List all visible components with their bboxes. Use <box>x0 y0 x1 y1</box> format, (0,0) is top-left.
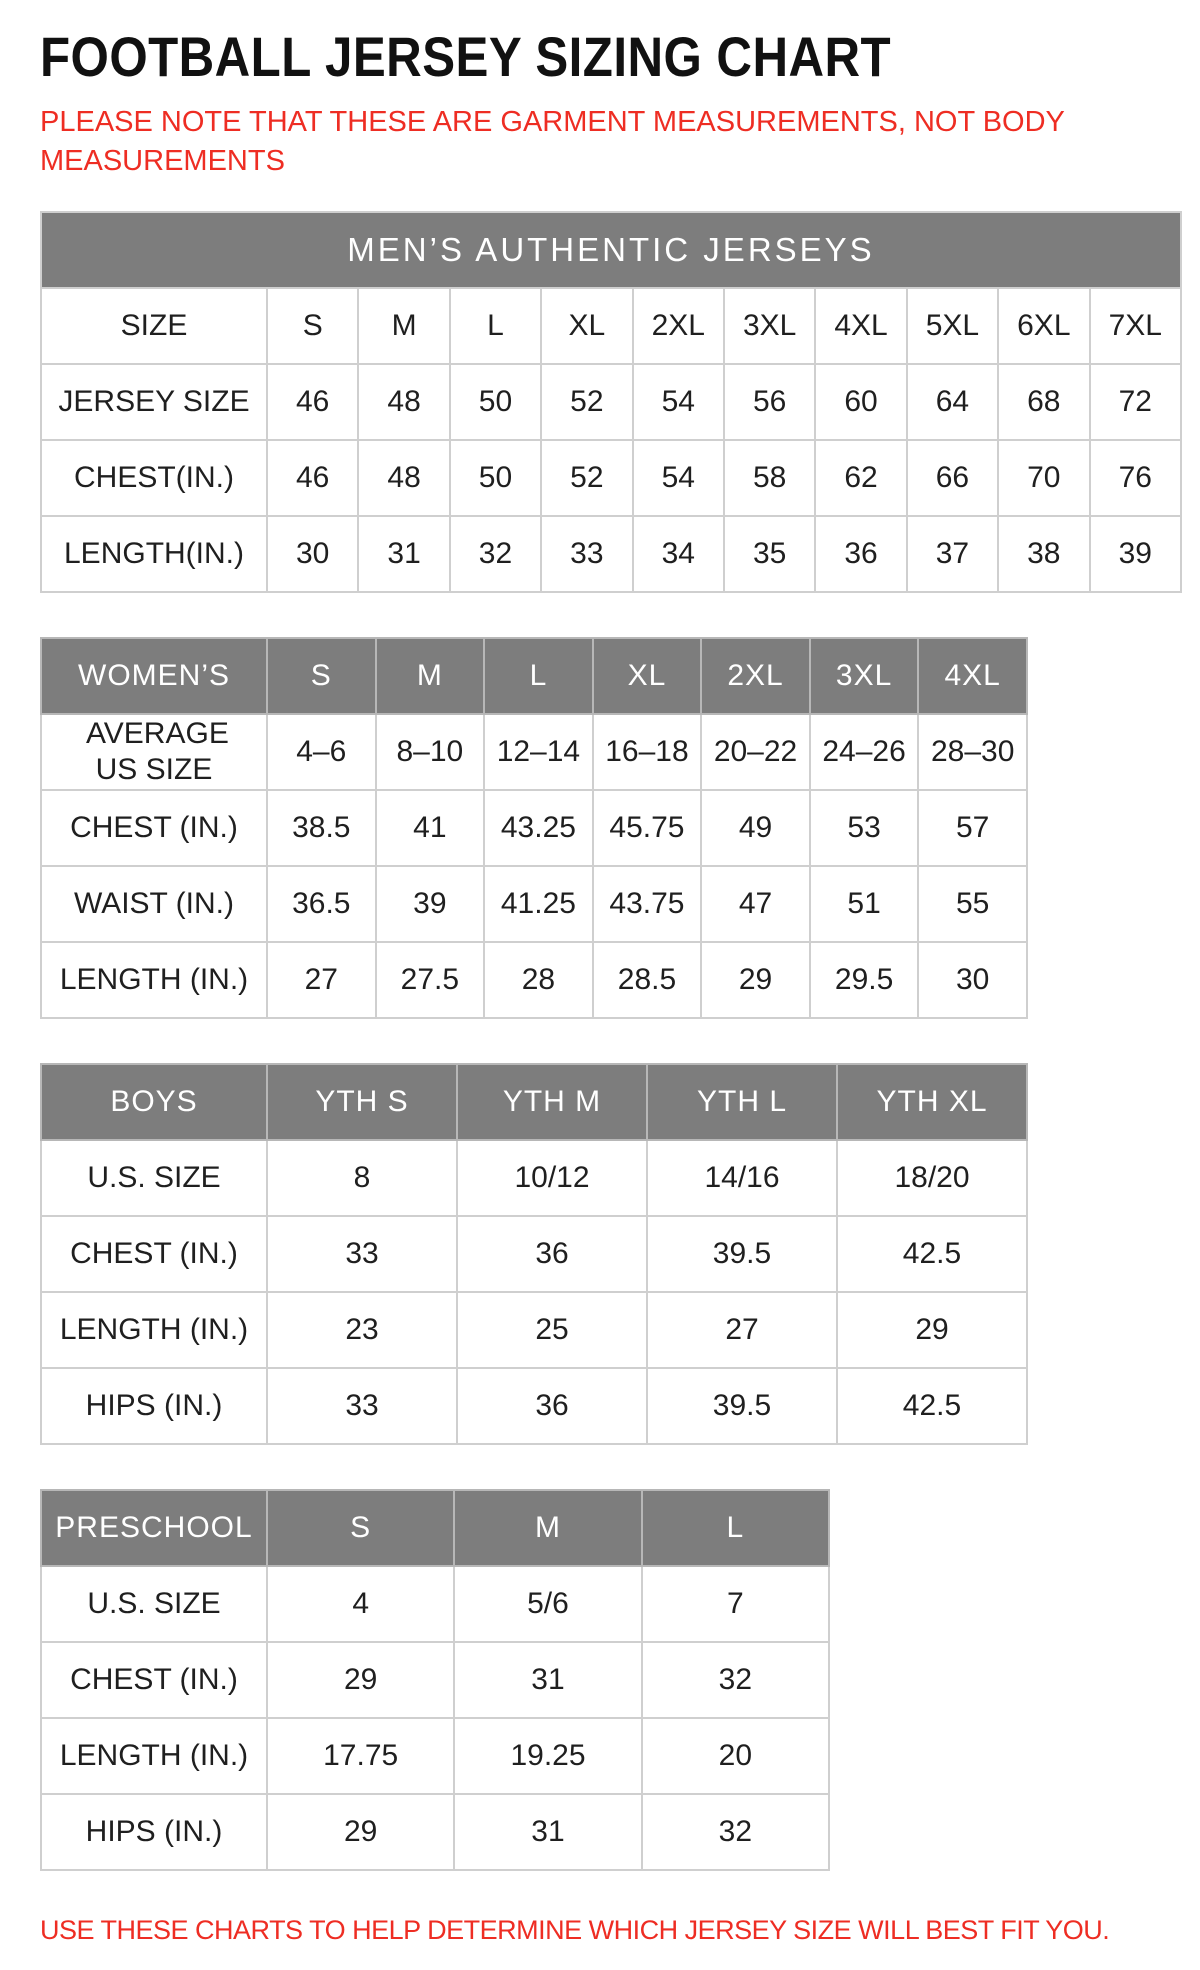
row-label-cell: LENGTH (IN.) <box>41 942 267 1018</box>
value-cell: 48 <box>358 364 449 440</box>
value-cell: 31 <box>454 1642 641 1718</box>
boys-sizing-table <box>40 1063 1160 1445</box>
size-table <box>40 1063 1028 1445</box>
header-size-cell: L <box>642 1490 829 1566</box>
table-banner-row <box>41 212 1181 288</box>
value-cell: 28 <box>484 942 593 1018</box>
header-size-cell: 4XL <box>918 638 1027 714</box>
value-cell: 27 <box>647 1292 837 1368</box>
value-cell: 29 <box>701 942 810 1018</box>
value-cell: 31 <box>454 1794 641 1870</box>
value-cell: 31 <box>358 516 449 592</box>
header-size-cell: YTH XL <box>837 1064 1027 1140</box>
value-cell: 23 <box>267 1292 457 1368</box>
table-row <box>41 440 1181 516</box>
header-size-cell: S <box>267 638 376 714</box>
row-label-cell: LENGTH(IN.) <box>41 516 267 592</box>
value-cell: 56 <box>724 364 815 440</box>
table-row <box>41 1566 829 1642</box>
value-cell: 41 <box>376 790 485 866</box>
mens-authentic-jerseys-table <box>40 211 1160 593</box>
header-size-cell: 2XL <box>701 638 810 714</box>
value-cell: 38 <box>998 516 1089 592</box>
header-size-cell: 7XL <box>1090 288 1181 364</box>
value-cell: 36 <box>815 516 906 592</box>
value-cell: 34 <box>633 516 724 592</box>
value-cell: 32 <box>642 1794 829 1870</box>
value-cell: 25 <box>457 1292 647 1368</box>
table-row <box>41 1368 1027 1444</box>
value-cell: 50 <box>450 440 541 516</box>
size-table <box>40 637 1028 1019</box>
value-cell: 37 <box>907 516 998 592</box>
value-cell: 18/20 <box>837 1140 1027 1216</box>
value-cell: 47 <box>701 866 810 942</box>
value-cell: 38.5 <box>267 790 376 866</box>
header-size-cell: 4XL <box>815 288 906 364</box>
womens-sizing-table <box>40 637 1160 1019</box>
header-size-cell: L <box>450 288 541 364</box>
table-banner: MEN’S AUTHENTIC JERSEYS <box>41 212 1181 288</box>
size-table <box>40 211 1182 593</box>
value-cell: 42.5 <box>837 1368 1027 1444</box>
value-cell: 10/12 <box>457 1140 647 1216</box>
row-label-cell: CHEST (IN.) <box>41 1216 267 1292</box>
value-cell: 32 <box>450 516 541 592</box>
value-cell: 55 <box>918 866 1027 942</box>
value-cell: 46 <box>267 440 358 516</box>
value-cell: 4–6 <box>267 714 376 790</box>
value-cell: 54 <box>633 364 724 440</box>
table-row <box>41 866 1027 942</box>
value-cell: 24–26 <box>810 714 919 790</box>
header-label-cell: WOMEN’S <box>41 638 267 714</box>
header-label-cell: BOYS <box>41 1064 267 1140</box>
value-cell: 52 <box>541 440 632 516</box>
table-row <box>41 942 1027 1018</box>
header-size-cell: 5XL <box>907 288 998 364</box>
header-size-cell: 2XL <box>633 288 724 364</box>
row-label-cell: HIPS (IN.) <box>41 1794 267 1870</box>
value-cell: 52 <box>541 364 632 440</box>
header-size-cell: L <box>484 638 593 714</box>
header-size-cell: YTH M <box>457 1064 647 1140</box>
value-cell: 43.75 <box>593 866 702 942</box>
value-cell: 19.25 <box>454 1718 641 1794</box>
row-label-cell: CHEST (IN.) <box>41 1642 267 1718</box>
header-size-cell: XL <box>541 288 632 364</box>
row-label-cell: AVERAGE US SIZE <box>41 714 267 790</box>
table-row <box>41 516 1181 592</box>
value-cell: 53 <box>810 790 919 866</box>
row-label-cell: WAIST (IN.) <box>41 866 267 942</box>
value-cell: 45.75 <box>593 790 702 866</box>
table-header-row <box>41 638 1027 714</box>
value-cell: 20–22 <box>701 714 810 790</box>
value-cell: 35 <box>724 516 815 592</box>
table-row <box>41 790 1027 866</box>
value-cell: 36.5 <box>267 866 376 942</box>
value-cell: 28–30 <box>918 714 1027 790</box>
row-label-cell: HIPS (IN.) <box>41 1368 267 1444</box>
value-cell: 29.5 <box>810 942 919 1018</box>
value-cell: 30 <box>267 516 358 592</box>
header-size-cell: XL <box>593 638 702 714</box>
value-cell: 17.75 <box>267 1718 454 1794</box>
value-cell: 20 <box>642 1718 829 1794</box>
row-label-cell: U.S. SIZE <box>41 1566 267 1642</box>
value-cell: 49 <box>701 790 810 866</box>
value-cell: 39 <box>376 866 485 942</box>
header-size-cell: 6XL <box>998 288 1089 364</box>
table-row <box>41 1292 1027 1368</box>
value-cell: 42.5 <box>837 1216 1027 1292</box>
table-row <box>41 1718 829 1794</box>
table-header-row <box>41 288 1181 364</box>
row-label-cell: LENGTH (IN.) <box>41 1292 267 1368</box>
value-cell: 39.5 <box>647 1216 837 1292</box>
table-row <box>41 1140 1027 1216</box>
value-cell: 8 <box>267 1140 457 1216</box>
value-cell: 14/16 <box>647 1140 837 1216</box>
value-cell: 46 <box>267 364 358 440</box>
value-cell: 36 <box>457 1368 647 1444</box>
value-cell: 33 <box>541 516 632 592</box>
table-row <box>41 364 1181 440</box>
value-cell: 29 <box>837 1292 1027 1368</box>
row-label-cell: U.S. SIZE <box>41 1140 267 1216</box>
value-cell: 43.25 <box>484 790 593 866</box>
value-cell: 58 <box>724 440 815 516</box>
preschool-sizing-table <box>40 1489 1160 1871</box>
value-cell: 64 <box>907 364 998 440</box>
value-cell: 39.5 <box>647 1368 837 1444</box>
value-cell: 68 <box>998 364 1089 440</box>
row-label-cell: CHEST (IN.) <box>41 790 267 866</box>
table-row <box>41 1794 829 1870</box>
header-label-cell: SIZE <box>41 288 267 364</box>
value-cell: 30 <box>918 942 1027 1018</box>
value-cell: 5/6 <box>454 1566 641 1642</box>
value-cell: 29 <box>267 1642 454 1718</box>
value-cell: 12–14 <box>484 714 593 790</box>
footer-note: USE THESE CHARTS TO HELP DETERMINE WHICH JERSEY SIZE WILL BEST FIT YOU. <box>40 1915 1110 1946</box>
value-cell: 66 <box>907 440 998 516</box>
header-size-cell: 3XL <box>724 288 815 364</box>
garment-measurements-note: PLEASE NOTE THAT THESE ARE GARMENT MEASUREMENTS, NOT BODY MEASUREMENTS <box>40 106 1065 178</box>
value-cell: 4 <box>267 1566 454 1642</box>
row-label-cell: JERSEY SIZE <box>41 364 267 440</box>
page-title: FOOTBALL JERSEY SIZING CHART <box>40 25 892 88</box>
value-cell: 60 <box>815 364 906 440</box>
value-cell: 72 <box>1090 364 1181 440</box>
value-cell: 54 <box>633 440 724 516</box>
value-cell: 70 <box>998 440 1089 516</box>
value-cell: 50 <box>450 364 541 440</box>
value-cell: 29 <box>267 1794 454 1870</box>
value-cell: 27.5 <box>376 942 485 1018</box>
table-row <box>41 1642 829 1718</box>
table-header-row <box>41 1064 1027 1140</box>
header-size-cell: 3XL <box>810 638 919 714</box>
header-size-cell: M <box>358 288 449 364</box>
value-cell: 7 <box>642 1566 829 1642</box>
table-header-row <box>41 1490 829 1566</box>
value-cell: 62 <box>815 440 906 516</box>
value-cell: 16–18 <box>593 714 702 790</box>
header-size-cell: M <box>376 638 485 714</box>
value-cell: 8–10 <box>376 714 485 790</box>
value-cell: 32 <box>642 1642 829 1718</box>
value-cell: 27 <box>267 942 376 1018</box>
table-row <box>41 714 1027 790</box>
header-size-cell: YTH S <box>267 1064 457 1140</box>
value-cell: 57 <box>918 790 1027 866</box>
header-size-cell: YTH L <box>647 1064 837 1140</box>
row-label-cell: CHEST(IN.) <box>41 440 267 516</box>
header-label-cell: PRESCHOOL <box>41 1490 267 1566</box>
value-cell: 76 <box>1090 440 1181 516</box>
table-row <box>41 1216 1027 1292</box>
value-cell: 39 <box>1090 516 1181 592</box>
value-cell: 28.5 <box>593 942 702 1018</box>
value-cell: 33 <box>267 1216 457 1292</box>
value-cell: 51 <box>810 866 919 942</box>
value-cell: 41.25 <box>484 866 593 942</box>
size-table <box>40 1489 830 1871</box>
value-cell: 33 <box>267 1368 457 1444</box>
header-size-cell: S <box>267 288 358 364</box>
row-label-cell: LENGTH (IN.) <box>41 1718 267 1794</box>
header-size-cell: S <box>267 1490 454 1566</box>
value-cell: 36 <box>457 1216 647 1292</box>
value-cell: 48 <box>358 440 449 516</box>
header-size-cell: M <box>454 1490 641 1566</box>
